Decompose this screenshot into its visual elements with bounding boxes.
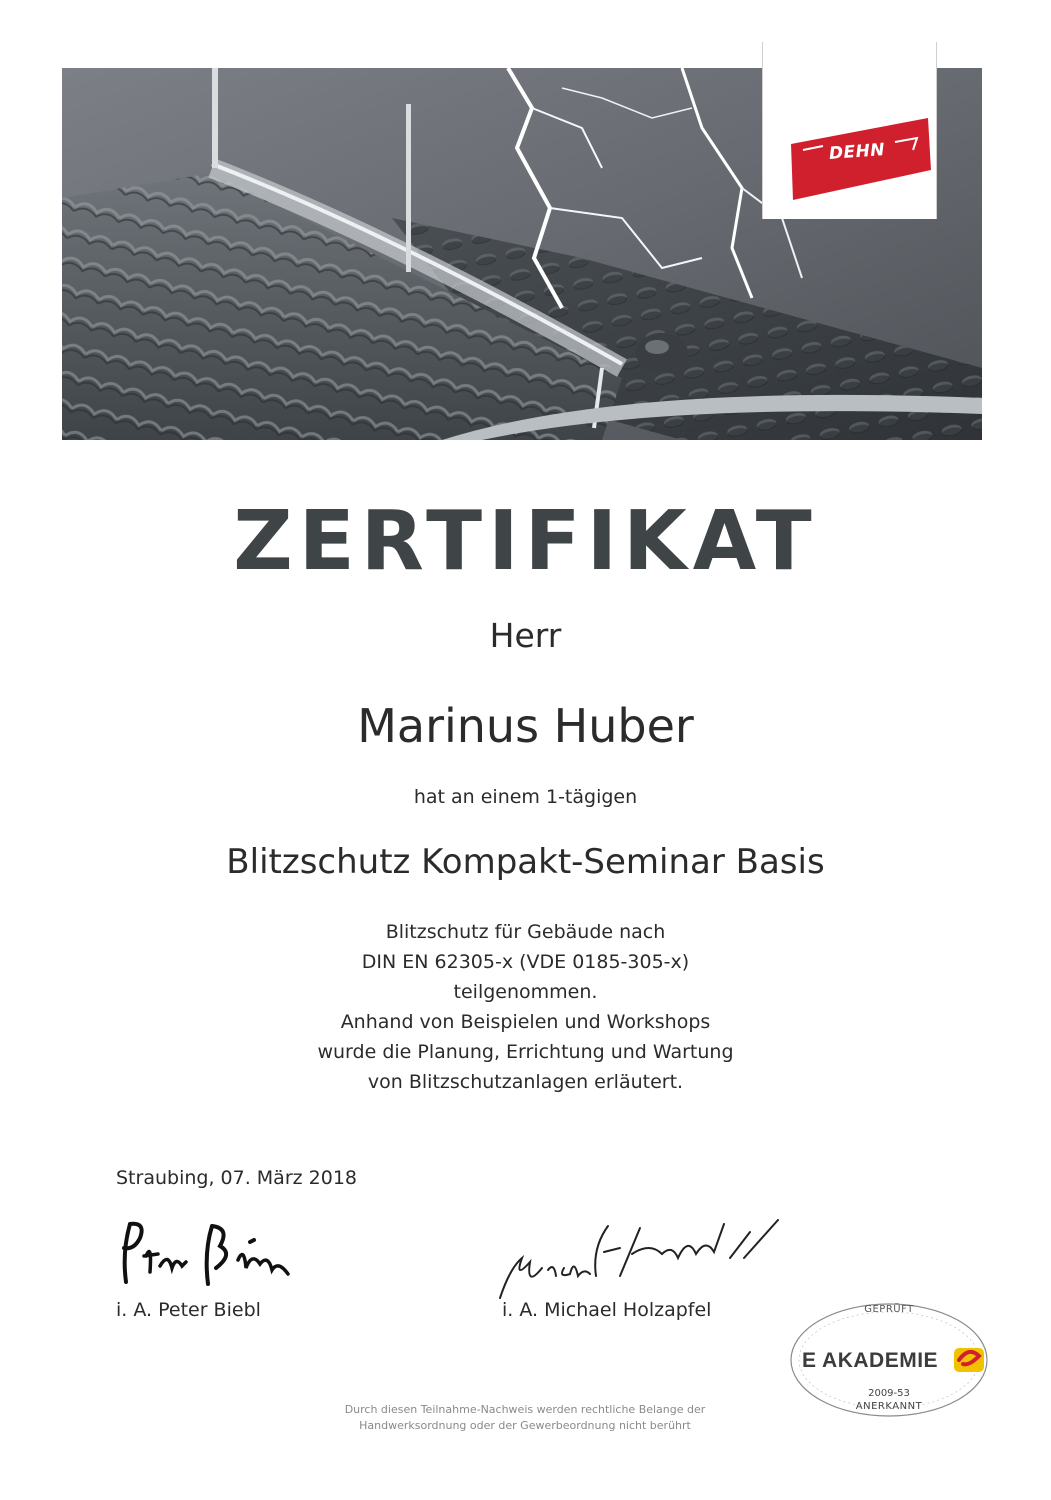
place-date: Straubing, 07. März 2018 (116, 1167, 357, 1189)
salutation: Herr (489, 616, 562, 655)
description-line: von Blitzschutzanlagen erläutert. (367, 1071, 684, 1093)
signature-michael-holzapfel (492, 1218, 792, 1303)
e-akademie-seal (786, 1300, 992, 1420)
seal-code: 2009-53 (868, 1388, 910, 1399)
signer-1: i. A. Peter Biebl (116, 1299, 261, 1321)
description-line: wurde die Planung, Errichtung und Wartung (317, 1041, 734, 1063)
footer-note (250, 1402, 800, 1434)
description (0, 917, 1051, 1097)
description-line: DIN EN 62305-x (VDE 0185-305-x) (361, 951, 690, 973)
dehn-logo (762, 42, 937, 219)
seal-top-text: GEPRÜFT (864, 1304, 914, 1315)
description-line: teilgenommen. (453, 981, 598, 1003)
signature-peter-biebl (112, 1212, 312, 1292)
footer-line: Handwerksordnung oder der Gewerbeordnung nicht berührt (359, 1419, 691, 1432)
seal-bottom-text: ANERKANNT (855, 1401, 923, 1412)
description-line: Anhand von Beispielen und Workshops (340, 1011, 711, 1033)
certificate-title: ZERTIFIKAT (233, 494, 818, 589)
intro-text: hat an einem 1-tägigen (413, 786, 638, 808)
description-line: Blitzschutz für Gebäude nach (385, 921, 666, 943)
seminar-title: Blitzschutz Kompakt-Seminar Basis (226, 842, 825, 882)
seal-brand: E AKADEMIE (802, 1349, 939, 1372)
footer-line: Durch diesen Teilnahme-Nachweis werden rechtliche Belange der (344, 1403, 706, 1416)
dehn-logo-shape (763, 42, 938, 219)
signer-2: i. A. Michael Holzapfel (502, 1299, 712, 1321)
recipient-name: Marinus Huber (357, 699, 694, 753)
logo-brand-text: DEHN (828, 140, 886, 164)
